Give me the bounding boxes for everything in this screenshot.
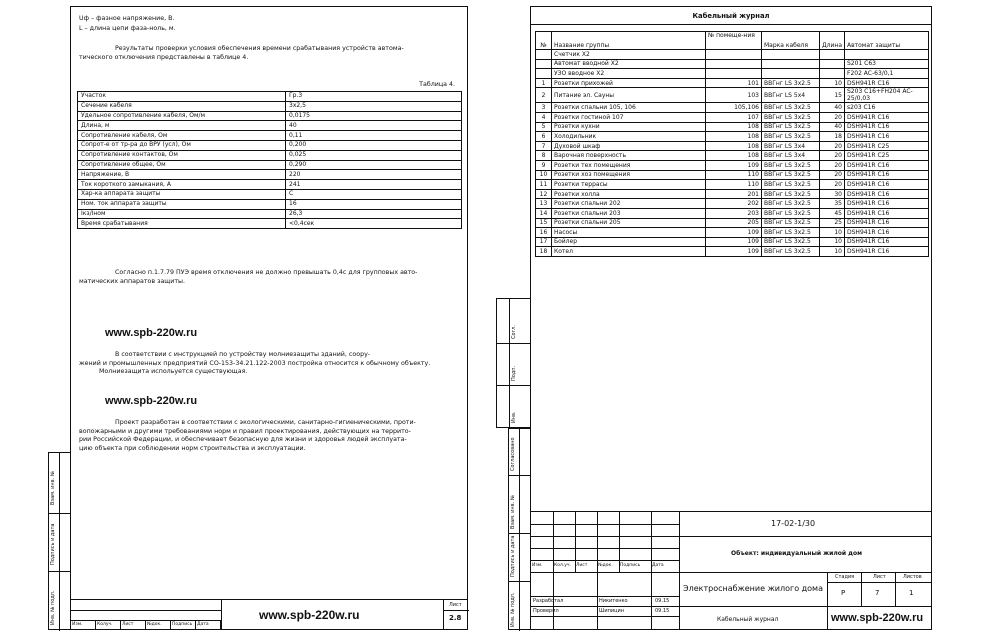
cable-cell-group: Котел (552, 247, 706, 257)
param-row (78, 219, 462, 229)
cable-cell-group: Розетки тех помещения (552, 160, 706, 170)
cable-cell-length: 10 (819, 78, 844, 88)
intro-line-1: Uф – фазное напряжение, В. (79, 15, 175, 22)
footer-col-label: Лист (121, 620, 146, 630)
param-row (78, 170, 462, 180)
param-value: 0,025 (286, 150, 462, 160)
param-label: Сечение кабеля (78, 101, 286, 111)
header-length: Длина (819, 32, 844, 50)
cable-cell-no: 12 (536, 189, 552, 199)
cable-cell-room: 108 (705, 151, 761, 161)
upper-strip-label-3: Инв. (511, 411, 517, 423)
cable-row (536, 218, 929, 228)
param-row (78, 131, 462, 141)
sheet-label: Лист (873, 574, 886, 580)
lightning-line-1: В соответствии с инструкцией по устройству молниезащиты зданий, соору- (115, 351, 371, 358)
cable-cell-no: 13 (536, 199, 552, 209)
cable-cell-group: Насосы (552, 228, 706, 238)
cable-cell-length: 40 (819, 103, 844, 113)
title-block-col-label: Кол.уч. (554, 563, 572, 568)
pue-line-2: матических аппаратов защиты. (79, 277, 185, 285)
cable-cell-length: 20 (819, 160, 844, 170)
footer-col-label: №док. (146, 620, 171, 630)
cable-row (536, 247, 929, 257)
cable-cell-group: Розетки спальни 203 (552, 208, 706, 218)
cable-cell-group: Розетки террасы (552, 180, 706, 190)
title-block-col-label: Дата (652, 563, 664, 568)
cable-cell-room: 203 (705, 208, 761, 218)
cable-cell-group: Розетки прихожей (552, 78, 706, 88)
cable-journal-table (535, 31, 929, 257)
cable-cell-room: 109 (705, 247, 761, 257)
sheet-value: 7 (875, 589, 880, 597)
param-value: 40 (286, 121, 462, 131)
cable-cell-cable: ВВГнг LS 3х2.5 (761, 180, 819, 190)
project-line-1: Проект разработан в соответствии с экологическими, санитарно-гигиеническими, проти- (115, 419, 416, 426)
footer-col-label: Колуч. (96, 620, 121, 630)
cable-cell-cable: ВВГнг LS 3х2.5 (761, 247, 819, 257)
cable-cell-protection: DSH941R C16 (845, 132, 929, 142)
param-row (78, 140, 462, 150)
project-line-2: вопожарными и другими требованиями норм и правил проектирования, действующих на террито- (79, 427, 411, 435)
footer-sheet-number: 2.8 (449, 614, 462, 622)
cable-cell-group: Счетчик X2 (552, 50, 706, 60)
title-block-col-label: Изм. (532, 563, 543, 568)
cable-row (536, 237, 929, 247)
cable-row (536, 112, 929, 122)
cable-cell-length: 20 (819, 151, 844, 161)
footer-url: www.spb-220w.ru (259, 608, 360, 622)
cable-cell-group: УЗО вводное X2 (552, 69, 706, 79)
cable-cell-group: Розетки спальни 205 (552, 218, 706, 228)
param-label: Сопротивление кабеля, Ом (78, 131, 286, 141)
stage-label: Стадия (835, 574, 855, 580)
cable-cell-cable: ВВГнг LS 3х2.5 (761, 132, 819, 142)
cable-cell-length (819, 69, 844, 79)
cable-cell-protection: DSH941R C16 (845, 247, 929, 257)
cable-cell-no: 15 (536, 218, 552, 228)
cable-cell-no (536, 50, 552, 60)
right-lower-strip (508, 428, 530, 630)
cable-cell-no: 18 (536, 247, 552, 257)
lightning-line-3: Молниезащита испольуется существующая. (99, 368, 248, 376)
journal-title: Кабельный журнал (531, 7, 931, 25)
cable-cell-group: Розетки хоз помещения (552, 170, 706, 180)
title-block-col-label: Подпись (620, 563, 641, 568)
cable-cell-length: 20 (819, 141, 844, 151)
cable-row (536, 189, 929, 199)
param-value: 220 (286, 170, 462, 180)
upper-strip-label-2: Подп. (511, 365, 517, 381)
title-block-url: www.spb-220w.ru (831, 612, 924, 624)
checked-date: 09.15 (655, 608, 670, 614)
cable-cell-length: 20 (819, 112, 844, 122)
results-line-1: Результаты проверки условия обеспечения времени срабатывания устройств автома- (115, 45, 404, 52)
cable-cell-protection: s203 C16 (845, 103, 929, 113)
param-label: Хар-ка аппарата защиты (78, 189, 286, 199)
object-name: Объект: индивидуальный жилой дом (731, 550, 863, 557)
footer-col-label: Дата (196, 620, 221, 630)
cable-cell-cable: ВВГнг LS 3х2.5 (761, 112, 819, 122)
cable-row (536, 228, 929, 238)
param-value: <0,4сек (286, 219, 462, 229)
left-footer-columns (71, 620, 221, 630)
cable-cell-group: Варочная поверхность (552, 151, 706, 161)
cable-cell-length (819, 50, 844, 60)
sheets-value: 1 (909, 589, 914, 597)
cable-cell-room: 109 (705, 228, 761, 238)
title-block (531, 511, 931, 629)
cable-cell-group: Розетки холла (552, 189, 706, 199)
cable-cell-length: 10 (819, 228, 844, 238)
cable-row (536, 59, 929, 69)
intro-line-2: L – длина цепи фаза-ноль, м. (79, 25, 176, 32)
cable-cell-room: 110 (705, 180, 761, 190)
cable-cell-length: 35 (819, 199, 844, 209)
param-value: 0,11 (286, 131, 462, 141)
right-strip-label-inv-orig: Инв. № подл. (510, 592, 516, 627)
cable-cell-protection: DSH941R C16 (845, 78, 929, 88)
param-value: 26,3 (286, 209, 462, 219)
results-paragraph (79, 45, 404, 62)
cable-cell-room: 105,106 (705, 103, 761, 113)
cable-cell-no: 6 (536, 132, 552, 142)
param-row (78, 180, 462, 190)
cable-cell-protection: DSH941R C16 (845, 228, 929, 238)
cable-cell-cable: ВВГнг LS 3х2.5 (761, 170, 819, 180)
cable-cell-cable: ВВГнг LS 3х2.5 (761, 237, 819, 247)
param-row (78, 121, 462, 131)
param-label: Сопротивление контактов, Ом (78, 150, 286, 160)
cable-cell-room: 109 (705, 237, 761, 247)
developed-date: 09.15 (655, 598, 670, 604)
developed-name: Никитенко (599, 598, 628, 604)
cable-cell-room: 108 (705, 122, 761, 132)
lightning-line-2: жений и промышленных предприятий СО-153-34.21.122-2003 постройка относится к обычному объекту. (79, 359, 431, 367)
cable-row (536, 69, 929, 79)
cable-cell-no: 7 (536, 141, 552, 151)
param-label: Время срабатывания (78, 219, 286, 229)
cable-cell-no: 11 (536, 180, 552, 190)
lightning-paragraph (79, 351, 430, 377)
cable-row (536, 199, 929, 209)
param-row (78, 150, 462, 160)
cable-cell-protection: DSH941R C16 (845, 218, 929, 228)
cable-cell-room (705, 69, 761, 79)
project-code: 17-02-1/30 (771, 519, 816, 528)
footer-sheet-label: Лист (449, 602, 462, 608)
header-group: Название группы (552, 32, 706, 50)
right-strip-label-replace-inv: Взам. инв. № (510, 495, 516, 529)
param-label: Ток короткого замыкания, А (78, 180, 286, 190)
param-row (78, 209, 462, 219)
param-value: 16 (286, 199, 462, 209)
cable-cell-protection: F202 AC-63/0,1 (845, 69, 929, 79)
footer-col-label: Подпись (171, 620, 196, 630)
param-row (78, 199, 462, 209)
cable-cell-room: 108 (705, 132, 761, 142)
param-row (78, 160, 462, 170)
cable-cell-group: Розетки спальни 202 (552, 199, 706, 209)
sheet-title: Кабельный журнал (717, 616, 779, 623)
param-value: Гр.3 (286, 92, 462, 102)
strip-label-replace-inv: Взам. инв. № (50, 471, 56, 505)
cable-cell-room: 201 (705, 189, 761, 199)
cable-cell-protection: DSH941R C16 (845, 180, 929, 190)
cable-cell-protection: DSH941R C25 (845, 141, 929, 151)
cable-cell-no: 3 (536, 103, 552, 113)
cable-cell-protection (845, 50, 929, 60)
cable-row (536, 170, 929, 180)
cable-cell-cable: ВВГнг LS 3х2.5 (761, 208, 819, 218)
param-value: 0,290 (286, 160, 462, 170)
checked-label: Проверил (533, 608, 559, 614)
cable-table-header (536, 32, 929, 50)
cable-cell-cable (761, 69, 819, 79)
cable-cell-no: 9 (536, 160, 552, 170)
cable-row (536, 180, 929, 190)
cable-cell-protection: S203 C16+FH204 AC-25/0,03 (845, 88, 929, 103)
cable-cell-group: Питание эл. Сауны (552, 88, 706, 103)
param-label: Ном. ток аппарата защиты (78, 199, 286, 209)
header-no: № (536, 32, 552, 50)
param-row (78, 101, 462, 111)
cable-cell-room: 103 (705, 88, 761, 103)
cable-cell-room: 109 (705, 160, 761, 170)
header-cable: Марка кабеля (761, 32, 819, 50)
cable-row (536, 132, 929, 142)
cable-cell-cable: ВВГнг LS 3х4 (761, 151, 819, 161)
cable-cell-protection: DSH941R C16 (845, 208, 929, 218)
cable-row (536, 160, 929, 170)
stage-value: Р (841, 589, 846, 597)
param-label: Сопрот-е от тр-ра до ВРУ (усл), Ом (78, 140, 286, 150)
cable-row (536, 208, 929, 218)
cable-cell-protection: DSH941R C16 (845, 199, 929, 209)
cable-cell-room (705, 59, 761, 69)
cable-cell-length: 18 (819, 132, 844, 142)
cable-cell-length: 10 (819, 247, 844, 257)
param-value: 0,200 (286, 140, 462, 150)
cable-cell-room (705, 50, 761, 60)
param-row (78, 111, 462, 121)
project-paragraph (79, 419, 416, 453)
cable-cell-no: 10 (536, 170, 552, 180)
cable-cell-length: 25 (819, 218, 844, 228)
cable-cell-length: 20 (819, 180, 844, 190)
cable-cell-no: 8 (536, 151, 552, 161)
cable-row (536, 103, 929, 113)
cable-cell-cable: ВВГнг LS 3х2.5 (761, 228, 819, 238)
developed-label: Разработал (533, 598, 564, 604)
param-row (78, 92, 462, 102)
cable-cell-group: Розетки спальни 105, 106 (552, 103, 706, 113)
right-strip-label-agreed: Согласовано (510, 437, 516, 471)
cable-cell-cable: ВВГнг LS 3х2.5 (761, 78, 819, 88)
cable-cell-cable: ВВГнг LS 3х2.5 (761, 218, 819, 228)
strip-label-inv-orig: Инв. № подл. (50, 590, 56, 625)
cable-cell-room: 110 (705, 170, 761, 180)
cable-cell-group: Бойлер (552, 237, 706, 247)
param-value: 0,0175 (286, 111, 462, 121)
cable-cell-length: 20 (819, 170, 844, 180)
strip-label-sign-date: Подпись и дата (50, 523, 56, 565)
cable-cell-group: Розетки кухни (552, 122, 706, 132)
cable-cell-protection: DSH941R C16 (845, 237, 929, 247)
right-upper-strip (496, 298, 530, 428)
cable-cell-no: 17 (536, 237, 552, 247)
cable-cell-no (536, 59, 552, 69)
cable-row (536, 151, 929, 161)
cable-cell-cable (761, 50, 819, 60)
sheets-label: Листов (903, 574, 922, 580)
cable-cell-protection: DSH941R C16 (845, 170, 929, 180)
param-label: Iкз/Iном (78, 209, 286, 219)
cable-cell-cable: ВВГнг LS 3х4 (761, 141, 819, 151)
cable-cell-cable: ВВГнг LS 3х2.5 (761, 160, 819, 170)
left-margin-strip (48, 452, 70, 630)
cable-cell-no: 14 (536, 208, 552, 218)
cable-cell-cable: ВВГнг LS 3х2.5 (761, 122, 819, 132)
cable-cell-cable: ВВГнг LS 3х2.5 (761, 199, 819, 209)
cable-cell-no: 5 (536, 122, 552, 132)
cable-cell-cable (761, 59, 819, 69)
cable-cell-room: 107 (705, 112, 761, 122)
pue-paragraph (79, 269, 417, 286)
checked-name: Шипицин (599, 608, 625, 614)
cable-cell-group: Автомат вводной X2 (552, 59, 706, 69)
cable-cell-group: Духовой шкаф (552, 141, 706, 151)
cable-cell-length: 10 (819, 237, 844, 247)
param-row (78, 189, 462, 199)
cable-cell-group: Холодильник (552, 132, 706, 142)
param-value: 3х2,5 (286, 101, 462, 111)
verification-table (77, 91, 462, 229)
cable-cell-length: 30 (819, 189, 844, 199)
title-block-col-label: Лист (576, 563, 588, 568)
cable-cell-room: 101 (705, 78, 761, 88)
cable-cell-room: 202 (705, 199, 761, 209)
cable-cell-length: 40 (819, 122, 844, 132)
footer-col-label: Изм. (71, 620, 96, 630)
results-line-2: тического отключения представлены в таблице 4. (79, 53, 249, 61)
cable-row (536, 78, 929, 88)
param-label: Длина, м (78, 121, 286, 131)
param-label: Сопротивление общее, Ом (78, 160, 286, 170)
cable-cell-no: 16 (536, 228, 552, 238)
cable-row (536, 50, 929, 60)
right-strip-label-sign-date: Подпись и дата (510, 535, 516, 577)
cable-cell-cable: ВВГнг LS 5х4 (761, 88, 819, 103)
project-name: Электроснабжение жилого дома (683, 584, 823, 593)
cable-cell-protection: DSH941R C16 (845, 122, 929, 132)
right-document-sheet (530, 6, 932, 630)
upper-strip-label-1: Согл. (511, 325, 517, 339)
header-protection: Автомат защиты (845, 32, 929, 50)
cable-cell-protection: DSH941R C16 (845, 160, 929, 170)
watermark-url-2: www.spb-220w.ru (105, 395, 198, 407)
header-room: № помеще-ния (705, 32, 761, 50)
cable-cell-protection: S201 C63 (845, 59, 929, 69)
param-label: Удельное сопротивление кабеля, Ом/м (78, 111, 286, 121)
title-block-col-label: №док. (598, 563, 613, 568)
watermark-url-1: www.spb-220w.ru (105, 327, 198, 339)
left-document-sheet (70, 6, 468, 630)
cable-cell-room: 205 (705, 218, 761, 228)
cable-cell-cable: ВВГнг LS 3х2.5 (761, 103, 819, 113)
param-value: C (286, 189, 462, 199)
cable-cell-protection: DSH941R C16 (845, 112, 929, 122)
cable-cell-group: Розетки гостиной 107 (552, 112, 706, 122)
pue-line-1: Согласно п.1.7.79 ПУЭ время отключения не должно превышать 0,4с для групповых авто- (115, 269, 418, 276)
cable-cell-protection: DSH941R C25 (845, 151, 929, 161)
cable-cell-no: 2 (536, 88, 552, 103)
cable-row (536, 141, 929, 151)
cable-cell-no (536, 69, 552, 79)
cable-cell-room: 108 (705, 141, 761, 151)
param-label: Напряжение, В (78, 170, 286, 180)
cable-row (536, 88, 929, 103)
cable-cell-protection: DSH941R C16 (845, 189, 929, 199)
project-line-3: рии Российской Федерации, и обеспечивает безопасную для жизни и здоровья людей эксплуата- (79, 436, 407, 444)
left-footer-stamp (71, 599, 467, 629)
cable-cell-no: 1 (536, 78, 552, 88)
param-label: Участок (78, 92, 286, 102)
table-caption: Таблица 4. (419, 81, 455, 88)
project-line-4: цию объекта при соблюдении норм строительства и эксплуатации. (79, 444, 306, 452)
param-value: 241 (286, 180, 462, 190)
cable-cell-length: 15 (819, 88, 844, 103)
cable-cell-cable: ВВГнг LS 3х2.5 (761, 189, 819, 199)
cable-cell-length (819, 59, 844, 69)
cable-row (536, 122, 929, 132)
cable-cell-length: 45 (819, 208, 844, 218)
cable-cell-no: 4 (536, 112, 552, 122)
